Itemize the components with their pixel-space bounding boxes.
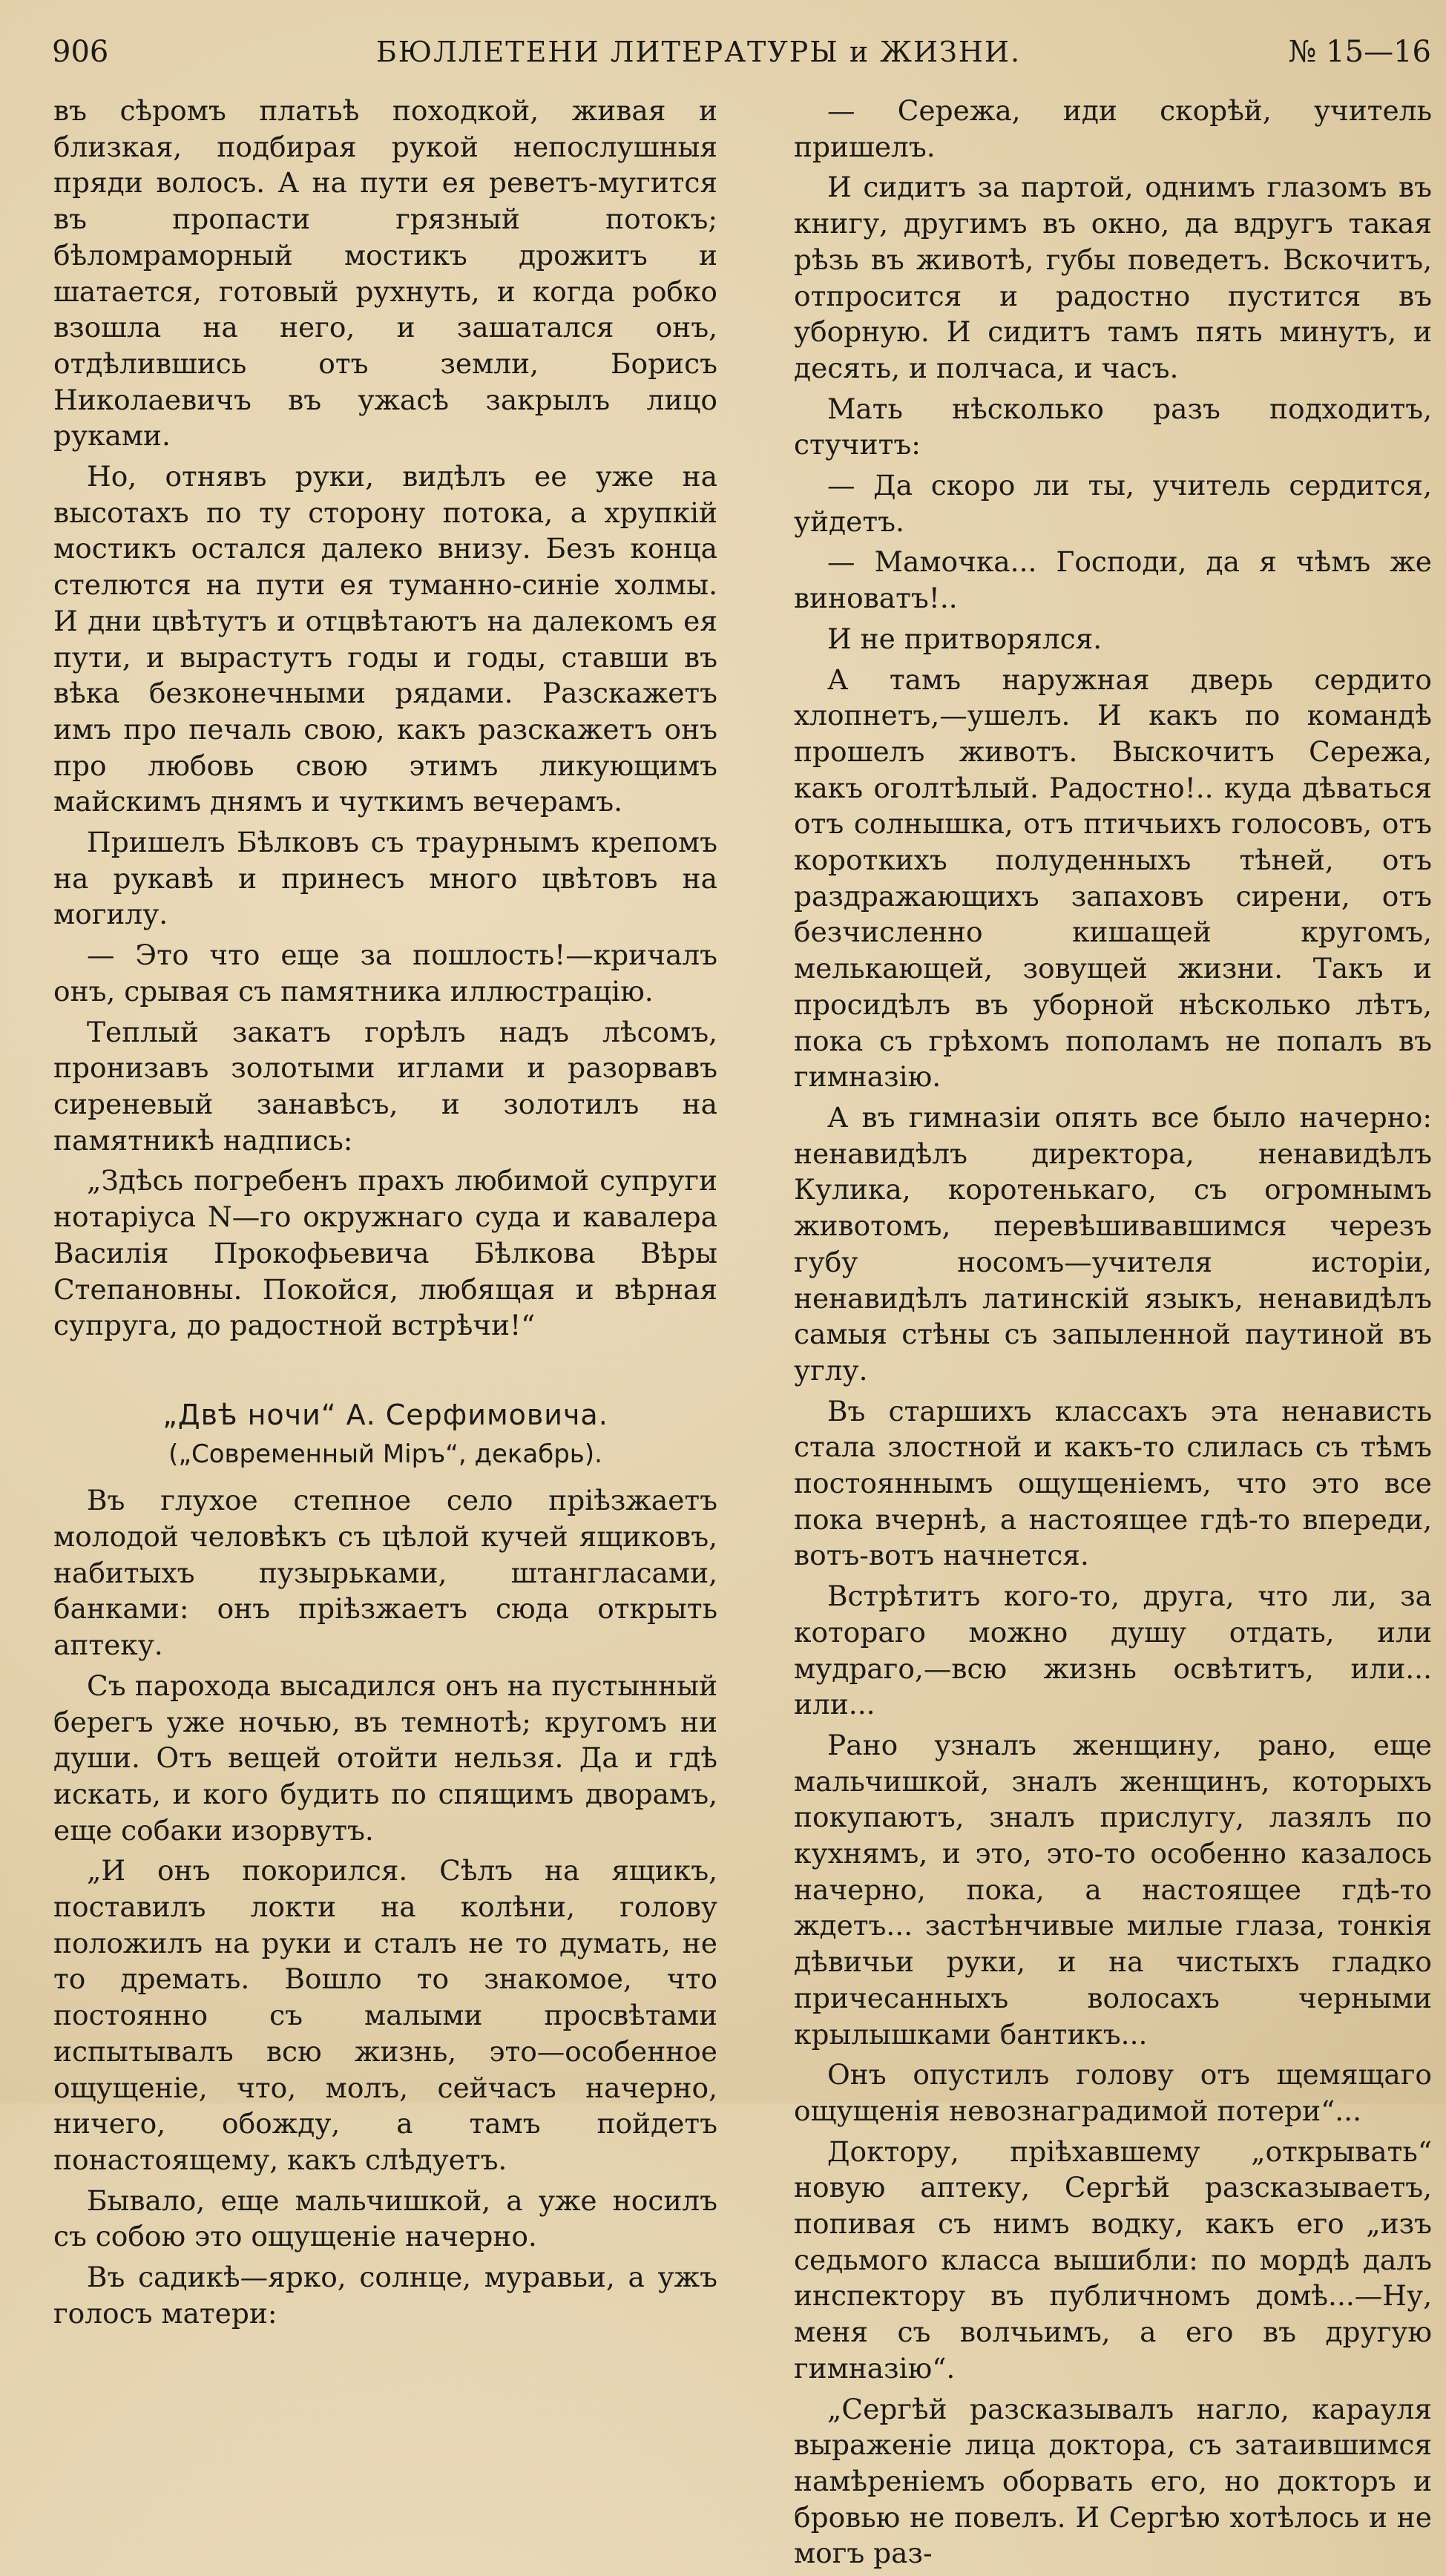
page-number: 906 [52, 35, 109, 69]
paragraph: Но, отнявъ руки, видѣлъ ее уже на высотахъ по ту сторону потока, а хрупкій мостикъ остался далеко внизу. Безъ конца стелются на пути ея туманно-синіе холмы. И дни цвѣтутъ и отцвѣтаютъ на далекомъ ея пути, и вырастутъ годы и годы, ставши въ вѣка безконечными рядами. Разскажетъ имъ про печаль свою, какъ разскажетъ онъ про любовь свою этимъ ликующимъ майскимъ днямъ и чуткимъ вечерамъ. [53, 460, 717, 818]
paragraph: Въ старшихъ классахъ эта ненависть стала злостной и какъ-то слилась съ тѣмъ постояннымъ ощущеніемъ, что это все пока вчернѣ, а настоящее гдѣ-то впереди, вотъ-вотъ начнется. [794, 1394, 1432, 1572]
paragraph: Онъ опустилъ голову отъ щемящаго ощущенія невознаградимой потери“... [794, 2058, 1432, 2127]
journal-title: БЮЛЛЕТЕНИ ЛИТЕРАТУРЫ и ЖИЗНИ. [375, 36, 1022, 68]
paragraph: Въ глухое степное село пріѣзжаетъ молодой человѣкъ съ цѣлой кучей ящиковъ, набитыхъ пузырьками, штангласами, банками: онъ пріѣзжаетъ сюда открыть аптеку. [53, 1484, 717, 1662]
section-source: („Современный Міръ“, декабрь). [168, 1439, 602, 1469]
right-column [794, 93, 1432, 2576]
paragraph: „И онъ покорился. Сѣлъ на ящикъ, поставилъ локти на колѣни, голову положилъ на руки и сталъ не то думать, не то дремать. Вошло то знакомое, что постоянно съ малыми просвѣтами испытывалъ всю жизнь, это—особенное ощущеніе, что, молъ, сейчасъ начерно, ничего, обожду, а тамъ пойдетъ понастоящему, какъ слѣдуетъ. [53, 1854, 717, 2176]
paragraph: Въ садикѣ—ярко, солнце, муравьи, а ужъ голосъ матери: [53, 2261, 717, 2330]
left-column [53, 93, 717, 2336]
paragraph: Съ парохода высадился онъ на пустынный берегъ уже ночью, въ темнотѣ; кругомъ ни души. Отъ вещей отойти нельзя. Да и гдѣ искать, и кого будить по спящимъ дворамъ, еще собаки изорвутъ. [53, 1669, 717, 1847]
paragraph: — Это что еще за пошлость!—кричалъ онъ, срывая съ памятника иллюстрацію. [53, 939, 717, 1008]
paragraph: И не притворялся. [827, 622, 1102, 655]
paragraph: „Сергѣй разсказывалъ нагло, карауля выраженіе лица доктора, съ затаившимся намѣреніемъ оборвать его, но докторъ и бровью не повелъ. И Сергѣю хотѣлось и не могъ раз- [794, 2392, 1432, 2570]
page-header [52, 22, 1431, 82]
paragraph: И сидитъ за партой, однимъ глазомъ въ книгу, другимъ въ окно, да вдругъ такая рѣзь въ животѣ, губы поведетъ. Вскочитъ, отпросится и радостно пустится въ уборную. И сидитъ тамъ пять минутъ, и десять, и полчаса, и часъ. [794, 171, 1432, 384]
paragraph: Доктору, пріѣхавшему „открывать“ новую аптеку, Сергѣй разсказываетъ, попивая съ нимъ водку, какъ его „изъ седьмого класса вышибли: по мордѣ далъ инспектору въ публичномъ домѣ...—Ну, меня съ волчьимъ, а его въ другую гимназію“. [794, 2135, 1432, 2385]
paragraph: А въ гимназіи опять все было начерно: ненавидѣлъ директора, ненавидѣлъ Кулика, коротенькаго, съ огромнымъ животомъ, перевѣшивавшимся черезъ губу носомъ—учителя исторіи, ненавидѣлъ латинскій языкъ, ненавидѣлъ самыя стѣны съ запыленной паутиной въ углу. [794, 1100, 1432, 1387]
paragraph: — Сережа, иди скорѣй, учитель пришелъ. [794, 94, 1432, 163]
paragraph: въ сѣромъ платьѣ походкой, живая и близкая, подбирая рукой непослушныя пряди волосъ. А на пути ея реветъ-мугится въ пропасти грязный потокъ; бѣломраморный мостикъ дрожитъ и шатается, готовый рухнуть, и когда робко взошла на него, и зашатался онъ, отдѣлившись отъ земли, Борисъ Николаевичъ въ ужасѣ закрылъ лицо руками. [53, 94, 717, 453]
paragraph: — Мамочка... Господи, да я чѣмъ же виноватъ!.. [794, 545, 1432, 615]
paragraph: Теплый закатъ горѣлъ надъ лѣсомъ, пронизавъ золотыми иглами и разорвавъ сиреневый занавѣсъ, и золотилъ на памятникѣ надпись: [53, 1015, 717, 1157]
inscription-quote: „Здѣсь погребенъ прахъ любимой супруги нотаріуса N—го окружнаго суда и кавалера Василія Прокофьевича Бѣлкова Вѣры Степановны. Покойся, любящая и вѣрная супруга, до радостной встрѣчи!“ [53, 1164, 717, 1342]
issue-number: № 15—16 [1288, 35, 1431, 69]
paragraph: Пришелъ Бѣлковъ съ траурнымъ крепомъ на рукавѣ и принесъ много цвѣтовъ на могилу. [53, 826, 717, 931]
section-heading: „Двѣ ночи“ А. Серфимовича. [162, 1398, 608, 1431]
paragraph: Бывало, еще мальчишкой, а уже носилъ съ собою это ощущеніе начерно. [53, 2184, 717, 2253]
paragraph: Мать нѣсколько разъ подходитъ, стучитъ: [794, 392, 1432, 461]
paragraph: Встрѣтитъ кого-то, друга, что ли, за котораго можно душу отдать, или мудраго,—всю жизнь освѣтитъ, или... или... [794, 1580, 1432, 1721]
paragraph: А тамъ наружная дверь сердито хлопнетъ,—ушелъ. И какъ по командѣ прошелъ животъ. Выскочитъ Сережа, какъ оголтѣлый. Радостно!.. куда дѣваться отъ солнышка, отъ птичьихъ голосовъ, отъ короткихъ полуденныхъ тѣней, отъ раздражающихъ запаховъ сирени, отъ безчисленно кишащей кругомъ, мелькающей, зовущей жизни. Такъ и просидѣлъ въ уборной нѣсколько лѣтъ, пока съ грѣхомъ пополамъ не попалъ въ гимназію. [794, 663, 1432, 1094]
spacer [53, 1348, 717, 1384]
paragraph: — Да скоро ли ты, учитель сердится, уйдетъ. [794, 469, 1432, 538]
paragraph: Рано узналъ женщину, рано, еще мальчишкой, зналъ женщинъ, которыхъ покупаютъ, зналъ прислугу, лазялъ по кухнямъ, и это, это-то особенно казалось начерно, пока, а настоящее гдѣ-то ждетъ... застѣнчивые милые глаза, тонкія дѣвичьи руки, и на чистыхъ гладко причесанныхъ волосахъ черными крылышками бантикъ... [794, 1728, 1432, 2051]
